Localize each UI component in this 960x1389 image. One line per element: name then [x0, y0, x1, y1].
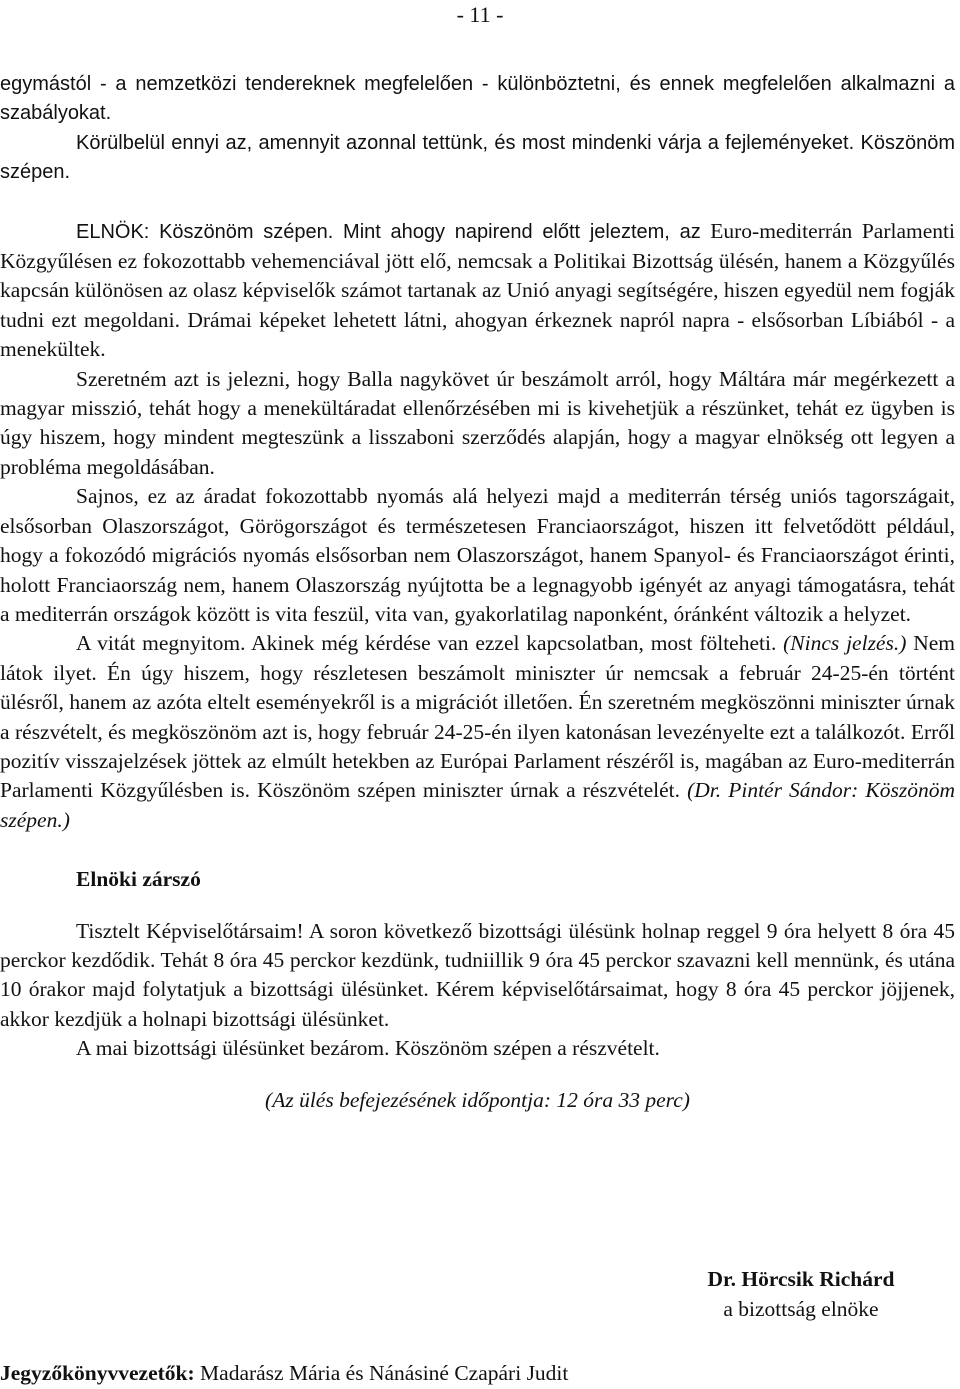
paragraph-closing-remark: Körülbelül ennyi az, amennyit azonnal tettünk, és most mindenki várja a fejleményeket. Köszönöm szépen. [0, 131, 955, 184]
paragraph-gap [0, 188, 955, 217]
no-signal-note: (Nincs jelzés.) [783, 631, 907, 656]
minutes-recorders [0, 1358, 568, 1388]
paragraph-adjourn: A mai bizottsági ülésünket bezárom. Köszönöm szépen a részvételt. [76, 1036, 660, 1061]
paragraph-debate [0, 629, 955, 835]
paragraph-malta-mission: Szeretném azt is jelezni, hogy Balla nagykövet úr beszámolt arról, hogy Máltára már megérkezett a magyar misszió, tehát hogy a menekültáradat ellenőrzésében mi is kivehetjük a részünket, tehát ez ügyben is úgy hiszem, hogy mindent megteszünk a lisszaboni szerződés alapján, hogy a magyar elnökség ott legyen a probléma megoldásában. [0, 366, 955, 479]
page-number: - 11 - [456, 2, 504, 27]
signature-name: Dr. Hörcsik Richárd [707, 1267, 895, 1291]
paragraph-continuation: egymástól - a nemzetközi tendereknek megfelelően - különböztetni, és ennek megfelelően alkalmazni a szabályokat. [0, 73, 955, 125]
paragraph-gap [0, 895, 955, 917]
document-body [0, 70, 955, 1115]
recorder-names: Madarász Mária és Nánásiné Czapári Judit [194, 1361, 569, 1385]
closing-time-note: (Az ülés befejezésének időpontja: 12 óra 33 perc) [265, 1087, 690, 1112]
paragraph-gap [0, 835, 955, 857]
signature-title: a bizottság elnöke [723, 1297, 879, 1321]
paragraph-migration-pressure: Sajnos, ez az áradat fokozottabb nyomás alá helyezi majd a mediterrán térség uniós tagországait, elsősorban Olaszországot, Görögországot és természetesen Franciaországot, hiszen itt felvetődött például, hogy a fokozódó migrációs nyomás elsősorban nem Olaszországot, hanem Spanyol- és Franciaországot érinti, holott Franciaország nem, hanem Olaszország nyújtotta be a legnagyobb igényét az anyagi támogatásra, tehát a mediterrán országok között is vita feszül, vita van, gyakorlatilag naponként, óránként változik a helyzet. [0, 484, 955, 626]
debate-text-a: A vitát megnyitom. Akinek még kérdése van ezzel kapcsolatban, most fölteheti. [76, 631, 784, 656]
section-heading: Elnöki zárszó [76, 867, 201, 892]
recorder-label: Jegyzőkönyvvezetők: [0, 1361, 195, 1385]
paragraph-chair-intro [0, 217, 955, 365]
signature-block [690, 1264, 912, 1324]
paragraph-next-meeting: Tisztelt Képviselőtársaim! A soron következő bizottsági ülésünk holnap reggel 9 óra helyett 8 óra 45 perckor kezdődik. Tehát 8 óra 45 perckor kezdünk, tudniillik 9 óra 45 perckor szavazni kell mennünk, és utána 10 órakor majd folytatjuk a bizottsági ülésünket. Kérem képviselőtársaimat, hogy 8 óra 45 perckor jöjjenek, akkor kezdjük a holnapi bizottsági ülésünket. [0, 918, 955, 1031]
chair-text: Euro-mediterrán Parlamenti Közgyűlésen ez fokozottabb vehemenciával jött elő, nemcsak a Politikai Bizottság ülésén, hanem a Közgyűlés kapcsán különösen az olasz képviselők számot tartanak az Unió anyagi segítségére, hiszen egyedül nem fogják tudni ezt megoldani. Drámai képeket lehetett látni, ahogyan érkeznek napról napra - elsősorban Líbiából - a menekültek. [0, 218, 955, 362]
chair-speaker-text: ELNÖK: Köszönöm szépen. Mint ahogy napirend előtt jeleztem, az [76, 220, 701, 243]
minister-response-note: (Dr. Pintér Sándor: Köszönöm szépen.) [0, 778, 955, 832]
debate-text-b: Nem látok ilyet. Én úgy hiszem, hogy részletesen beszámolt miniszter úr nemcsak a február 24-25-én történt ülésről, hanem az azóta eltelt eseményekről is a migrációt illetően. Én szeretném megköszönni miniszter úrnak a részvételt, és megköszönöm azt is, hogy február 24-25-én ilyen katonásan levezényelte ezt a találkozót. Erről pozitív visszajelzések jöttek az elmúlt hetekben az Európai Parlament részéről is, magában az Euro-mediterrán Parlamenti Közgyűlésben is. Köszönöm szépen miniszter úrnak a részvételét. [0, 631, 955, 803]
